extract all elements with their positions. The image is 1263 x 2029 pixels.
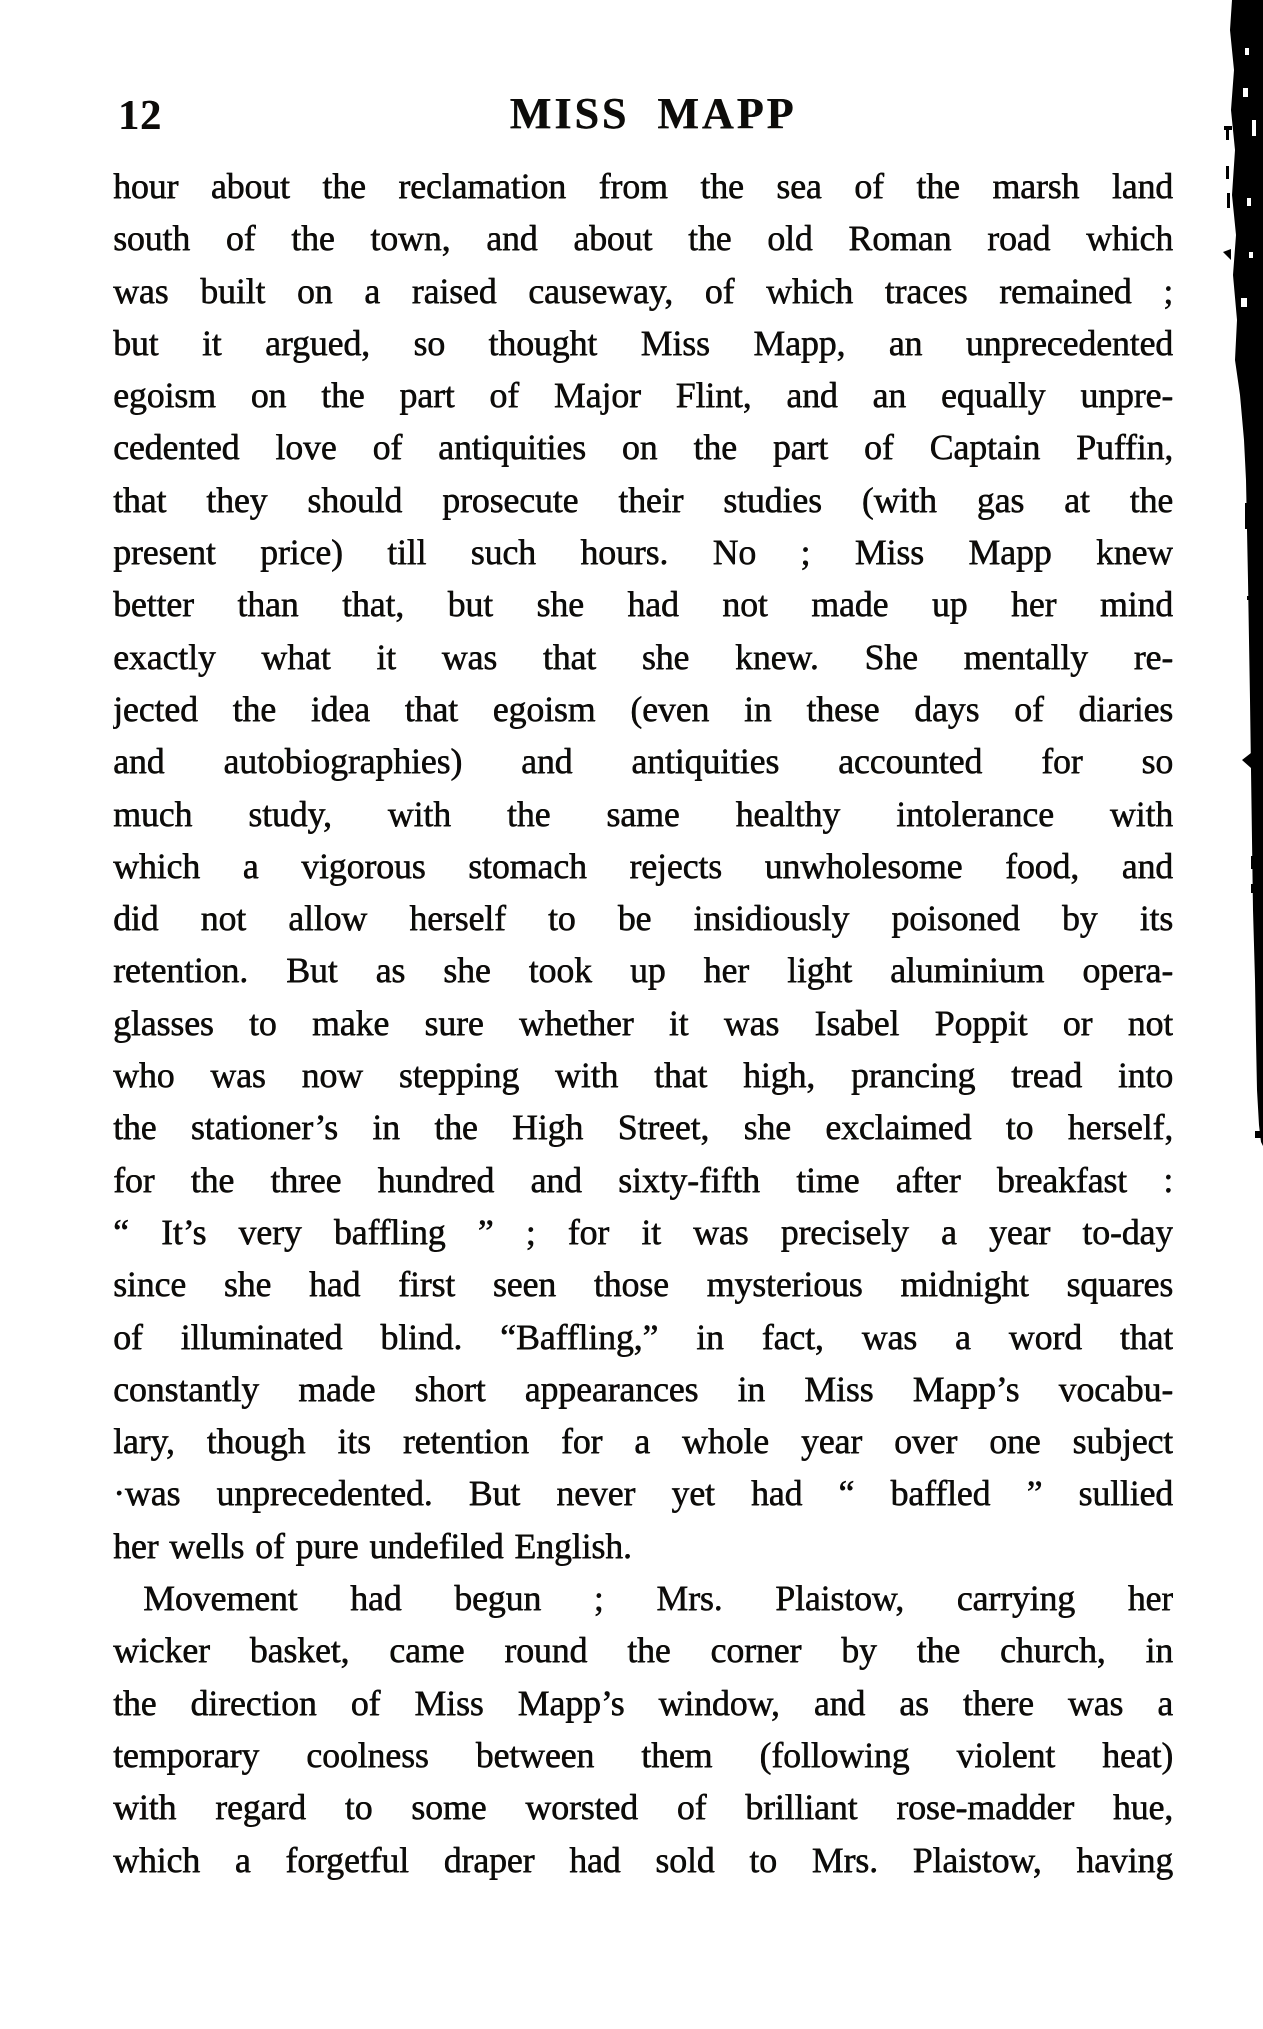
text-line: glasses to make sure whether it was Isabel Poppit or not — [113, 1002, 1173, 1043]
text-line: south of the town, and about the old Roman road which — [113, 218, 1173, 259]
text-line: was built on a raised causeway, of which traces remained ; — [113, 270, 1173, 311]
text-line: Movement had begun ; Mrs. Plaistow, carrying her — [143, 1578, 1173, 1619]
text-line: the stationer’s in the High Street, she exclaimed to herself, — [113, 1107, 1173, 1148]
text-line: for the three hundred and sixty-fifth time after breakfast : — [113, 1159, 1173, 1200]
text-line: ·was unprecedented. But never yet had “ baffled ” sullied — [113, 1473, 1173, 1514]
text-line: cedented love of antiquities on the part of Captain Puffin, — [113, 427, 1173, 468]
text-line: of illuminated blind. “Baffling,” in fact, was a word that — [113, 1316, 1173, 1357]
text-line: her wells of pure undefiled English. — [113, 1525, 632, 1566]
text-line: which a vigorous stomach rejects unwholesome food, and — [113, 845, 1173, 886]
text-line: much study, with the same healthy intolerance with — [113, 793, 1173, 834]
running-title: MISS MAPP — [509, 89, 797, 138]
text-line: egoism on the part of Major Flint, and an equally unpre- — [113, 375, 1173, 416]
text-line: the direction of Miss Mapp’s window, and as there was a — [113, 1682, 1173, 1723]
page-number: 12 — [118, 93, 162, 139]
text-line: present price) till such hours. No ; Miss Mapp knew — [113, 532, 1173, 573]
text-line: constantly made short appearances in Miss Mapp’s vocabu- — [113, 1368, 1173, 1409]
text-line: “ It’s very baffling ” ; for it was precisely a year to-day — [113, 1211, 1173, 1252]
text-line: and autobiographies) and antiquities accounted for so — [113, 741, 1173, 782]
text-line: that they should prosecute their studies (with gas at the — [113, 479, 1173, 520]
text-line: better than that, but she had not made up her mind — [113, 584, 1173, 625]
scan-artifact-right-edge — [1222, 0, 1263, 1150]
text-line: since she had first seen those mysterious midnight squares — [113, 1264, 1173, 1305]
text-line: which a forgetful draper had sold to Mrs. Plaistow, having — [113, 1839, 1173, 1880]
text-line: temporary coolness between them (following violent heat) — [113, 1734, 1173, 1775]
text-line: retention. But as she took up her light aluminium opera- — [113, 950, 1173, 991]
page-body — [113, 160, 1173, 1886]
text-line: hour about the reclamation from the sea of the marsh land — [113, 166, 1173, 206]
text-line: exactly what it was that she knew. She mentally re- — [113, 636, 1173, 677]
text-line: with regard to some worsted of brilliant rose-madder hue, — [113, 1787, 1173, 1828]
text-line: but it argued, so thought Miss Mapp, an unprecedented — [113, 322, 1173, 363]
text-line: did not allow herself to be insidiously poisoned by its — [113, 898, 1173, 939]
text-line: jected the idea that egoism (even in these days of diaries — [113, 688, 1173, 729]
text-line: lary, though its retention for a whole year over one subject — [113, 1421, 1173, 1462]
text-line: wicker basket, came round the corner by the church, in — [113, 1630, 1173, 1671]
text-line: who was now stepping with that high, prancing tread into — [113, 1055, 1173, 1096]
